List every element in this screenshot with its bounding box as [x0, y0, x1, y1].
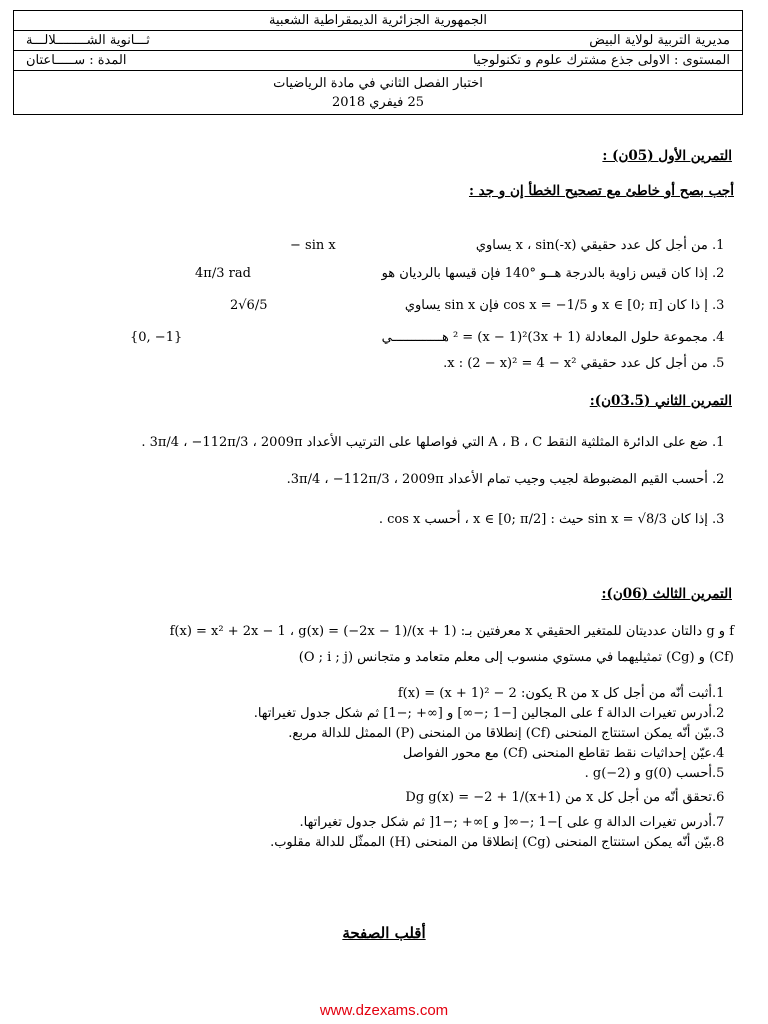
header-row-directorate — [14, 31, 742, 51]
ex3-item-5: 5.أحسب g(0) و g(−2) . — [584, 766, 725, 781]
ex3-item-6: 6.تحقق أنّه من أجل كل x من Dg g(x) = −2 + 1/(x+1) — [405, 790, 725, 805]
ex2-item-2: 2. أحسب القيم المضبوطة لجيب وجيب تمام الأعداد 3π/4 ، −112π/3 ، 2009π. — [286, 472, 725, 487]
ex1-item-5: 5. من أجل كل عدد حقيقي x : (2 − x)² = 4 − x². — [443, 356, 725, 371]
exam-title: اختبار الفصل الثاني في مادة الرياضيات — [273, 75, 483, 91]
ex3-intro-line-2: (Cf) و (Cg) تمثيليهما في مستوي منسوب إلى معلم متعامد و متجانس (O ; i ; j) — [298, 650, 734, 665]
level-text: المستوى : الاولى جذع مشترك علوم و تكنولوجيا — [472, 53, 730, 68]
directorate-text: مديرية التربية لولاية البيض — [589, 33, 730, 48]
school-text: ثـــانوية الشــــــــلالـــة — [26, 33, 150, 48]
duration-text: المدة : ســـــاعتان — [26, 53, 127, 68]
ex2-item-1: 1. ضع على الدائرة المثلثية النقط A ، B ، C التي فواصلها على الترتيب الأعداد 3π/4 ، −112π/3 ، 2009π . — [141, 435, 725, 450]
exam-date: 25 فيفري 2018 — [332, 94, 424, 110]
ex3-intro-line-1: f و g دالتان عدديتان للمتغير الحقيقي x معرفتين بـ: f(x) = x² + 2x − 1 ، g(x) = (−2x − 1)/(x + 1) — [169, 624, 734, 639]
header-row-republic — [14, 11, 742, 31]
ex2-item-3: 3. إذا كان sin x = √8/3 حيث : x ∈ [0; π/2] ، أحسب cos x . — [378, 512, 725, 527]
ex1-answer-4: {0, −1} — [130, 330, 183, 345]
republic-text: الجمهورية الجزائرية الديمقراطية الشعبية — [269, 13, 487, 28]
ex2-title: التمرين الثاني (03.5ن): — [589, 393, 732, 409]
ex1-instruction: أجب بصح أو خاطئ مع تصحيح الخطأ إن و جد : — [468, 183, 734, 199]
turn-page-note: أقلب الصفحة — [342, 924, 426, 942]
ex1-item-4: 4. مجموعة حلول المعادلة (3x + 1)² = (x − 1)² هـــــــــــــي {0, −1} — [130, 330, 725, 345]
ex1-answer-2: 4π/3 rad — [195, 266, 251, 281]
ex3-title: التمرين الثالث (06ن): — [601, 586, 732, 602]
ex1-answer-3: 2√6/5 — [230, 298, 268, 313]
exam-header — [13, 10, 743, 115]
header-row-level — [14, 51, 742, 71]
ex3-item-8: 8.بيّن أنّه يمكن استنتاج المنحنى (Cg) إنطلاقا من المنحنى (H) الممثّل للدالة مقلوب. — [270, 835, 725, 850]
header-row-title — [14, 71, 742, 114]
ex1-item-3: 3. إ ذا كان x ∈ [0; π] و cos x = −1/5 فإن sin x يساوي 2√6/5 — [230, 298, 725, 313]
ex3-item-4: 4.عيّن إحداثيات نقط تقاطع المنحنى (Cf) مع محور الفواصل — [402, 746, 725, 761]
ex3-item-3: 3.بيّن أنّه يمكن استنتاج المنحنى (Cf) إنطلاقا من المنحنى (P) الممثل للدالة مربع. — [288, 726, 725, 741]
ex3-item-1: 1.أثبت أنّه من أجل كل x من R يكون: f(x) = (x + 1)² − 2 — [397, 686, 725, 701]
ex3-item-2: 2.أدرس تغيرات الدالة f على المجالين [−1 ;−∞] و [∞+ ;−1] ثم شكل جدول تغيراتها. — [253, 706, 725, 721]
ex1-answer-1: − sin x — [290, 238, 336, 253]
ex1-item-1: 1. من أجل كل عدد حقيقي x ، sin(-x) يساوي − sin x — [290, 238, 725, 253]
ex3-item-7: 7.أدرس تغيرات الدالة g على ]−1 ;−∞[ و ]∞+ ;−1[ ثم شكل جدول تغيراتها. — [299, 815, 725, 830]
website-watermark: www.dzexams.com — [319, 1002, 449, 1019]
ex1-item-2: 2. إذا كان قيس زاوية بالدرجة هــو °140 فإن قيسها بالرديان هو 4π/3 rad — [195, 266, 725, 281]
ex1-title: التمرين الأول (05ن) : — [602, 148, 732, 164]
